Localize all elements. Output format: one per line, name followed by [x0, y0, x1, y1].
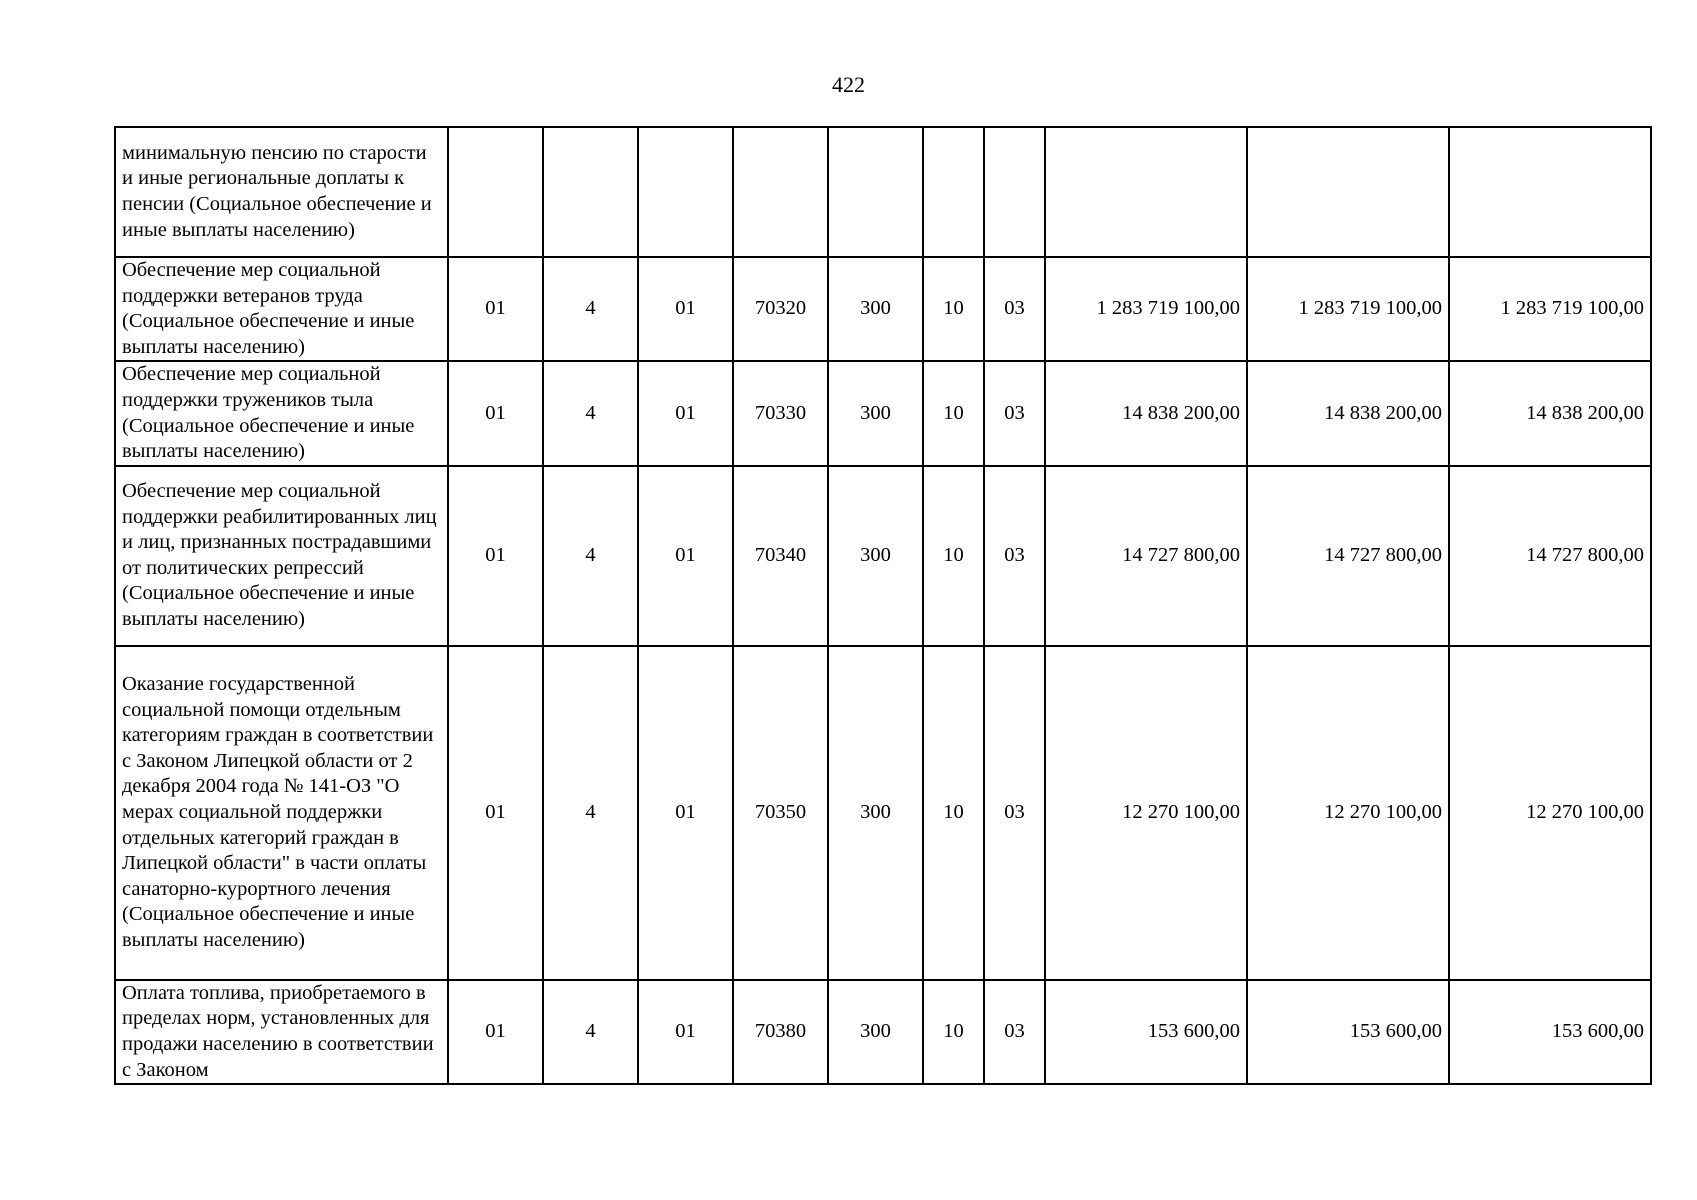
row-code-4: 70340: [733, 466, 828, 646]
table-row: [115, 361, 1651, 465]
row-amount-3: 12 270 100,00: [1449, 646, 1651, 980]
row-amount-2: 14 838 200,00: [1247, 361, 1449, 465]
row-code-7: [984, 127, 1045, 257]
row-code-5: 300: [828, 646, 923, 980]
table-row: [115, 127, 1651, 257]
row-code-6: 10: [923, 466, 984, 646]
row-code-5: 300: [828, 257, 923, 361]
row-amount-2: 14 727 800,00: [1247, 466, 1449, 646]
row-description: Обеспечение мер социальной поддержки тружеников тыла (Социальное обеспечение и иные выплаты населению): [115, 361, 448, 465]
row-amount-3: 1 283 719 100,00: [1449, 257, 1651, 361]
row-amount-1: 153 600,00: [1045, 980, 1247, 1084]
row-code-7: 03: [984, 646, 1045, 980]
row-code-5: [828, 127, 923, 257]
row-code-1: 01: [448, 646, 543, 980]
row-code-6: 10: [923, 646, 984, 980]
row-code-6: [923, 127, 984, 257]
row-amount-1: [1045, 127, 1247, 257]
row-amount-1: 1 283 719 100,00: [1045, 257, 1247, 361]
row-code-1: 01: [448, 361, 543, 465]
row-code-1: 01: [448, 466, 543, 646]
row-amount-1: 14 838 200,00: [1045, 361, 1247, 465]
row-code-2: 4: [543, 980, 638, 1084]
row-code-4: 70330: [733, 361, 828, 465]
row-amount-2: 153 600,00: [1247, 980, 1449, 1084]
row-amount-1: 12 270 100,00: [1045, 646, 1247, 980]
row-code-3: [638, 127, 733, 257]
row-code-3: 01: [638, 646, 733, 980]
row-amount-1: 14 727 800,00: [1045, 466, 1247, 646]
row-code-5: 300: [828, 980, 923, 1084]
table-row: [115, 646, 1651, 980]
row-amount-2: [1247, 127, 1449, 257]
row-code-3: 01: [638, 466, 733, 646]
page-number: 422: [832, 72, 865, 97]
table-row: [115, 257, 1651, 361]
row-code-3: 01: [638, 980, 733, 1084]
row-code-1: 01: [448, 980, 543, 1084]
row-code-1: 01: [448, 257, 543, 361]
row-amount-2: 12 270 100,00: [1247, 646, 1449, 980]
row-code-4: 70320: [733, 257, 828, 361]
row-code-4: [733, 127, 828, 257]
row-amount-2: 1 283 719 100,00: [1247, 257, 1449, 361]
row-code-6: 10: [923, 361, 984, 465]
row-code-5: 300: [828, 466, 923, 646]
row-code-4: 70350: [733, 646, 828, 980]
row-code-6: 10: [923, 257, 984, 361]
row-description: Обеспечение мер социальной поддержки реабилитированных лиц и лиц, признанных пострадавшими от политических репрессий (Социальное обеспечение и иные выплаты населению): [115, 466, 448, 646]
row-description: Обеспечение мер социальной поддержки ветеранов труда (Социальное обеспечение и иные выплаты населению): [115, 257, 448, 361]
row-code-4: 70380: [733, 980, 828, 1084]
row-code-2: 4: [543, 361, 638, 465]
budget-table: [114, 126, 1652, 1085]
row-code-2: [543, 127, 638, 257]
row-code-1: [448, 127, 543, 257]
row-description: минимальную пенсию по старости и иные региональные доплаты к пенсии (Социальное обеспечение и иные выплаты населению): [115, 127, 448, 257]
row-code-7: 03: [984, 361, 1045, 465]
row-description: Оказание государственной социальной помощи отдельным категориям граждан в соответствии с Законом Липецкой области от 2 декабря 2004 года № 141-ОЗ "О мерах социальной поддержки отдельных категорий граждан в Липецкой области" в части оплаты санаторно-курортного лечения (Социальное обеспечение и иные выплаты населению): [115, 646, 448, 980]
row-code-3: 01: [638, 361, 733, 465]
row-code-7: 03: [984, 466, 1045, 646]
row-description: Оплата топлива, приобретаемого в пределах норм, установленных для продажи населению в соответствии с Законом: [115, 980, 448, 1084]
row-code-5: 300: [828, 361, 923, 465]
row-code-2: 4: [543, 646, 638, 980]
row-amount-3: 14 838 200,00: [1449, 361, 1651, 465]
row-code-2: 4: [543, 257, 638, 361]
row-code-6: 10: [923, 980, 984, 1084]
row-code-7: 03: [984, 257, 1045, 361]
row-amount-3: 14 727 800,00: [1449, 466, 1651, 646]
row-amount-3: 153 600,00: [1449, 980, 1651, 1084]
row-amount-3: [1449, 127, 1651, 257]
row-code-3: 01: [638, 257, 733, 361]
row-code-7: 03: [984, 980, 1045, 1084]
row-code-2: 4: [543, 466, 638, 646]
table-row: [115, 466, 1651, 646]
table-row: [115, 980, 1651, 1084]
